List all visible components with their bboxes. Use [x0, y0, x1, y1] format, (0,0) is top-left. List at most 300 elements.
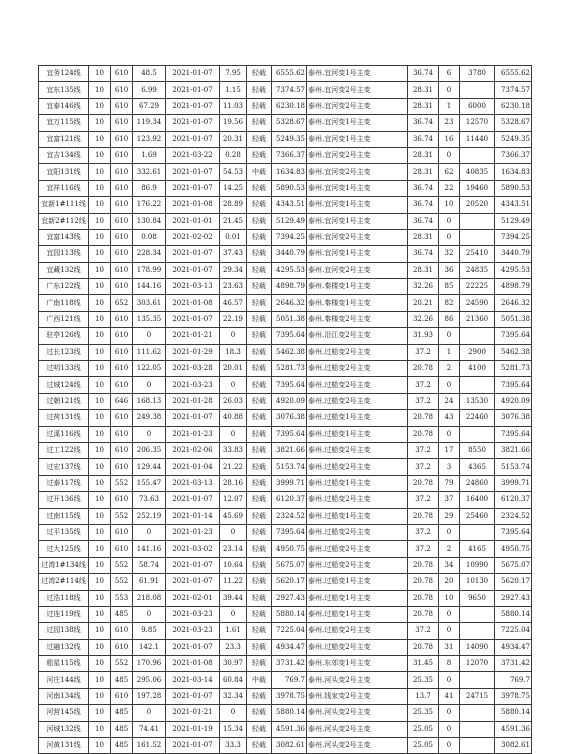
transformer-load-cell: 20.21 — [408, 295, 439, 311]
transformer-cell: 泰州.过船变2号主变 — [307, 361, 408, 377]
date-cell: 2021-01-14 — [166, 508, 220, 524]
max-current-cell: 135.35 — [133, 311, 166, 327]
table-row — [39, 66, 532, 82]
transformer-cell: 泰州.宜河变2号主变 — [307, 98, 408, 114]
table-row — [39, 639, 532, 655]
load-rate-cell: 0 — [220, 524, 247, 540]
line-name-cell: 过朝121线 — [39, 393, 89, 409]
spare-capacity-cell: 5129.49 — [272, 213, 307, 229]
voltage-cell: 10 — [89, 197, 111, 213]
transformer-load-cell: 37.2 — [408, 623, 439, 639]
capacity-cell: 12570 — [460, 115, 495, 131]
remaining-capacity-cell: 6555.62 — [495, 66, 532, 82]
spare-capacity-cell: 5249.35 — [272, 131, 307, 147]
transformer-load-cell: 32.26 — [408, 311, 439, 327]
transformer-cell: 泰州.过船变2号主变 — [307, 459, 408, 475]
capacity-cell: 14090 — [460, 639, 495, 655]
line-name-cell: 过城124线 — [39, 377, 89, 393]
line-name-cell: 宜东135线 — [39, 82, 89, 98]
spare-capacity-cell: 1634.83 — [272, 164, 307, 180]
table-row — [39, 410, 532, 426]
load-status-cell: 轻载 — [247, 688, 272, 704]
rated-current-cell: 552 — [111, 475, 133, 491]
table-row — [39, 147, 532, 163]
load-status-cell: 轻载 — [247, 393, 272, 409]
date-cell: 2021-02-01 — [166, 590, 220, 606]
voltage-cell: 10 — [89, 656, 111, 672]
load-status-cell: 轻载 — [247, 197, 272, 213]
voltage-cell: 10 — [89, 410, 111, 426]
table-row — [39, 180, 532, 196]
voltage-cell: 10 — [89, 590, 111, 606]
max-current-cell: 144.16 — [133, 279, 166, 295]
load-status-cell: 轻载 — [247, 590, 272, 606]
capacity-cell: 9650 — [460, 590, 495, 606]
transformer-cell: 泰州.过船变1号主变 — [307, 574, 408, 590]
max-current-cell: 123.92 — [133, 131, 166, 147]
transformer-cell: 泰州.过船变1号主变 — [307, 606, 408, 622]
user-count-cell: 62 — [439, 164, 460, 180]
table-row — [39, 492, 532, 508]
voltage-cell: 10 — [89, 344, 111, 360]
load-status-cell: 轻载 — [247, 410, 272, 426]
table-row — [39, 246, 532, 262]
max-current-cell: 130.84 — [133, 213, 166, 229]
transformer-cell: 泰州.宜河变2号主变 — [307, 82, 408, 98]
load-status-cell: 轻载 — [247, 82, 272, 98]
line-name-cell: 广西121线 — [39, 311, 89, 327]
line-name-cell: 过宏137线 — [39, 459, 89, 475]
load-status-cell: 轻载 — [247, 656, 272, 672]
load-status-cell: 轻载 — [247, 524, 272, 540]
transformer-load-cell: 25.35 — [408, 672, 439, 688]
voltage-cell: 10 — [89, 426, 111, 442]
transformer-load-cell: 28.31 — [408, 147, 439, 163]
transformer-cell: 泰州.宜河变1号主变 — [307, 66, 408, 82]
remaining-capacity-cell: 5051.38 — [495, 311, 532, 327]
voltage-cell: 10 — [89, 328, 111, 344]
line-name-cell: 宜园113线 — [39, 246, 89, 262]
rated-current-cell: 552 — [111, 508, 133, 524]
user-count-cell: 0 — [439, 426, 460, 442]
load-rate-cell: 0 — [220, 328, 247, 344]
line-name-cell: 宜新2#112线 — [39, 213, 89, 229]
table-row — [39, 295, 532, 311]
rated-current-cell: 652 — [111, 295, 133, 311]
date-cell: 2021-02-06 — [166, 442, 220, 458]
load-rate-cell: 33.3 — [220, 738, 247, 754]
transformer-cell: 泰州.秦楼变1号主变 — [307, 295, 408, 311]
line-name-cell: 过湾1#134线 — [39, 557, 89, 573]
line-name-cell: 过大125线 — [39, 541, 89, 557]
capacity-cell: 24715 — [460, 688, 495, 704]
user-count-cell: 29 — [439, 508, 460, 524]
table-row — [39, 475, 532, 491]
transformer-load-cell: 37.2 — [408, 393, 439, 409]
date-cell: 2021-01-07 — [166, 688, 220, 704]
capacity-cell — [460, 426, 495, 442]
date-cell: 2021-01-07 — [166, 66, 220, 82]
date-cell: 2021-01-01 — [166, 213, 220, 229]
load-status-cell: 轻载 — [247, 328, 272, 344]
date-cell: 2021-03-23 — [166, 606, 220, 622]
rated-current-cell: 610 — [111, 246, 133, 262]
load-status-cell: 轻载 — [247, 246, 272, 262]
user-count-cell: 0 — [439, 623, 460, 639]
load-status-cell: 轻载 — [247, 459, 272, 475]
table-row — [39, 541, 532, 557]
max-current-cell: 0 — [133, 328, 166, 344]
spare-capacity-cell: 2646.32 — [272, 295, 307, 311]
line-name-cell: 过明133线 — [39, 361, 89, 377]
transformer-load-cell: 28.31 — [408, 164, 439, 180]
remaining-capacity-cell: 3821.66 — [495, 442, 532, 458]
load-rate-cell: 46.57 — [220, 295, 247, 311]
date-cell: 2021-01-07 — [166, 131, 220, 147]
remaining-capacity-cell: 2646.32 — [495, 295, 532, 311]
voltage-cell: 10 — [89, 66, 111, 82]
transformer-load-cell: 25.05 — [408, 721, 439, 737]
transformer-load-cell: 36.74 — [408, 131, 439, 147]
line-name-cell: 河南134线 — [39, 688, 89, 704]
spare-capacity-cell: 2324.52 — [272, 508, 307, 524]
transformer-load-cell: 20.78 — [408, 361, 439, 377]
remaining-capacity-cell: 7395.64 — [495, 377, 532, 393]
table-row — [39, 672, 532, 688]
transformer-cell: 泰州.过船变2号主变 — [307, 442, 408, 458]
voltage-cell: 10 — [89, 98, 111, 114]
user-count-cell: 0 — [439, 213, 460, 229]
line-name-cell: 过湾2#114线 — [39, 574, 89, 590]
transformer-cell: 泰州.过船变2号主变 — [307, 623, 408, 639]
line-name-cell: 河营145线 — [39, 705, 89, 721]
date-cell: 2021-01-07 — [166, 164, 220, 180]
transformer-cell: 泰州.过船变1号主变 — [307, 590, 408, 606]
rated-current-cell: 485 — [111, 606, 133, 622]
load-status-cell: 轻载 — [247, 66, 272, 82]
load-rate-cell: 32.34 — [220, 688, 247, 704]
transformer-load-cell: 37.2 — [408, 459, 439, 475]
transformer-load-cell: 36.74 — [408, 180, 439, 196]
capacity-cell: 6000 — [460, 98, 495, 114]
transformer-cell: 泰州.过船变1号主变 — [307, 475, 408, 491]
remaining-capacity-cell: 5890.53 — [495, 180, 532, 196]
table-row — [39, 508, 532, 524]
spare-capacity-cell: 7395.64 — [272, 426, 307, 442]
capacity-cell: 10130 — [460, 574, 495, 590]
voltage-cell: 10 — [89, 557, 111, 573]
transformer-load-cell: 20.78 — [408, 574, 439, 590]
rated-current-cell: 610 — [111, 492, 133, 508]
max-current-cell: 48.5 — [133, 66, 166, 82]
spare-capacity-cell: 3731.42 — [272, 656, 307, 672]
table-row — [39, 459, 532, 475]
max-current-cell: 58.74 — [133, 557, 166, 573]
transformer-load-cell: 37.2 — [408, 492, 439, 508]
table-row — [39, 705, 532, 721]
user-count-cell: 16 — [439, 131, 460, 147]
rated-current-cell: 610 — [111, 328, 133, 344]
load-rate-cell: 26.03 — [220, 393, 247, 409]
max-current-cell: 67.29 — [133, 98, 166, 114]
table-row — [39, 721, 532, 737]
date-cell: 2021-01-07 — [166, 639, 220, 655]
spare-capacity-cell: 5620.17 — [272, 574, 307, 590]
capacity-cell — [460, 672, 495, 688]
remaining-capacity-cell: 3731.42 — [495, 656, 532, 672]
transformer-load-cell: 28.31 — [408, 98, 439, 114]
feeder-load-table — [38, 65, 532, 754]
capacity-cell — [460, 229, 495, 245]
load-rate-cell: 11.22 — [220, 574, 247, 590]
load-status-cell: 轻载 — [247, 344, 272, 360]
load-rate-cell: 0 — [220, 426, 247, 442]
user-count-cell: 31 — [439, 639, 460, 655]
user-count-cell: 0 — [439, 147, 460, 163]
load-rate-cell: 23.63 — [220, 279, 247, 295]
table-row — [39, 311, 532, 327]
load-rate-cell: 15.34 — [220, 721, 247, 737]
user-count-cell: 20 — [439, 574, 460, 590]
spare-capacity-cell: 5051.38 — [272, 311, 307, 327]
capacity-cell: 8550 — [460, 442, 495, 458]
spare-capacity-cell: 5281.73 — [272, 361, 307, 377]
transformer-cell: 泰州.过船变2号主变 — [307, 344, 408, 360]
date-cell: 2021-01-07 — [166, 738, 220, 754]
capacity-cell: 10990 — [460, 557, 495, 573]
line-name-cell: 过融132线 — [39, 639, 89, 655]
capacity-cell: 22460 — [460, 410, 495, 426]
voltage-cell: 10 — [89, 606, 111, 622]
transformer-cell: 泰州.河头变2号主变 — [307, 738, 408, 754]
line-name-cell: 广南118线 — [39, 295, 89, 311]
max-current-cell: 218.08 — [133, 590, 166, 606]
max-current-cell: 119.34 — [133, 115, 166, 131]
user-count-cell: 85 — [439, 279, 460, 295]
capacity-cell: 21360 — [460, 311, 495, 327]
spare-capacity-cell: 4950.75 — [272, 541, 307, 557]
transformer-load-cell: 32.26 — [408, 279, 439, 295]
rated-current-cell: 610 — [111, 524, 133, 540]
date-cell: 2021-01-07 — [166, 262, 220, 278]
voltage-cell: 10 — [89, 672, 111, 688]
load-status-cell: 轻载 — [247, 705, 272, 721]
load-status-cell: 轻载 — [247, 557, 272, 573]
max-current-cell: 61.91 — [133, 574, 166, 590]
line-name-cell: 广东122线 — [39, 279, 89, 295]
transformer-cell: 泰州.过船变2号主变 — [307, 393, 408, 409]
load-rate-cell: 12.07 — [220, 492, 247, 508]
voltage-cell: 10 — [89, 738, 111, 754]
transformer-cell: 泰州.沿江变2号主变 — [307, 328, 408, 344]
load-rate-cell: 11.03 — [220, 98, 247, 114]
voltage-cell: 10 — [89, 361, 111, 377]
voltage-cell: 10 — [89, 442, 111, 458]
max-current-cell: 206.35 — [133, 442, 166, 458]
load-status-cell: 轻载 — [247, 147, 272, 163]
max-current-cell: 122.05 — [133, 361, 166, 377]
load-rate-cell: 14.25 — [220, 180, 247, 196]
capacity-cell: 3780 — [460, 66, 495, 82]
spare-capacity-cell: 7395.64 — [272, 328, 307, 344]
load-rate-cell: 1.15 — [220, 82, 247, 98]
line-name-cell: 河城132线 — [39, 721, 89, 737]
load-status-cell: 轻载 — [247, 311, 272, 327]
table-row — [39, 262, 532, 278]
table-row — [39, 524, 532, 540]
spare-capacity-cell: 3440.79 — [272, 246, 307, 262]
transformer-load-cell: 28.31 — [408, 262, 439, 278]
max-current-cell: 0 — [133, 426, 166, 442]
transformer-cell: 泰州.过船变1号主变 — [307, 508, 408, 524]
voltage-cell: 10 — [89, 229, 111, 245]
line-name-cell: 过园138线 — [39, 623, 89, 639]
user-count-cell: 1 — [439, 98, 460, 114]
remaining-capacity-cell: 5328.67 — [495, 115, 532, 131]
max-current-cell: 1.69 — [133, 147, 166, 163]
capacity-cell: 2900 — [460, 344, 495, 360]
table-row — [39, 688, 532, 704]
rated-current-cell: 610 — [111, 131, 133, 147]
line-name-cell: 过浩118线 — [39, 590, 89, 606]
remaining-capacity-cell: 2927.43 — [495, 590, 532, 606]
transformer-load-cell: 36.74 — [408, 246, 439, 262]
user-count-cell: 22 — [439, 180, 460, 196]
remaining-capacity-cell: 769.7 — [495, 672, 532, 688]
voltage-cell: 10 — [89, 262, 111, 278]
spare-capacity-cell: 2927.43 — [272, 590, 307, 606]
table-row — [39, 328, 532, 344]
voltage-cell: 10 — [89, 246, 111, 262]
spare-capacity-cell: 4934.47 — [272, 639, 307, 655]
remaining-capacity-cell: 2324.52 — [495, 508, 532, 524]
transformer-load-cell: 20.78 — [408, 639, 439, 655]
load-rate-cell: 29.34 — [220, 262, 247, 278]
date-cell: 2021-01-08 — [166, 295, 220, 311]
remaining-capacity-cell: 4920.09 — [495, 393, 532, 409]
line-name-cell: 过连119线 — [39, 606, 89, 622]
transformer-cell: 泰州.宜河变1号主变 — [307, 115, 408, 131]
spare-capacity-cell: 6230.18 — [272, 98, 307, 114]
load-status-cell: 轻载 — [247, 262, 272, 278]
rated-current-cell: 610 — [111, 442, 133, 458]
spare-capacity-cell: 4920.09 — [272, 393, 307, 409]
rated-current-cell: 610 — [111, 262, 133, 278]
user-count-cell: 0 — [439, 721, 460, 737]
table-row — [39, 279, 532, 295]
load-status-cell: 轻载 — [247, 180, 272, 196]
max-current-cell: 332.61 — [133, 164, 166, 180]
line-name-cell: 过泰117线 — [39, 475, 89, 491]
voltage-cell: 10 — [89, 639, 111, 655]
capacity-cell: 4365 — [460, 459, 495, 475]
line-name-cell: 宜富121线 — [39, 131, 89, 147]
capacity-cell: 40835 — [460, 164, 495, 180]
max-current-cell: 0 — [133, 524, 166, 540]
voltage-cell: 10 — [89, 393, 111, 409]
transformer-load-cell: 20.78 — [408, 606, 439, 622]
transformer-cell: 泰州.宜河变1号主变 — [307, 197, 408, 213]
load-status-cell: 轻载 — [247, 377, 272, 393]
line-name-cell: 宜祥116线 — [39, 180, 89, 196]
user-count-cell: 43 — [439, 410, 460, 426]
capacity-cell: 25410 — [460, 246, 495, 262]
spare-capacity-cell: 4898.79 — [272, 279, 307, 295]
spare-capacity-cell: 7225.04 — [272, 623, 307, 639]
max-current-cell: 161.52 — [133, 738, 166, 754]
remaining-capacity-cell: 7394.25 — [495, 229, 532, 245]
date-cell: 2021-01-23 — [166, 524, 220, 540]
line-name-cell: 河庄144线 — [39, 672, 89, 688]
max-current-cell: 170.96 — [133, 656, 166, 672]
transformer-load-cell: 20.78 — [408, 557, 439, 573]
date-cell: 2021-01-07 — [166, 98, 220, 114]
transformer-load-cell: 25.35 — [408, 705, 439, 721]
user-count-cell: 1 — [439, 344, 460, 360]
spare-capacity-cell: 4591.36 — [272, 721, 307, 737]
spare-capacity-cell: 5328.67 — [272, 115, 307, 131]
user-count-cell: 0 — [439, 524, 460, 540]
date-cell: 2021-03-13 — [166, 279, 220, 295]
load-status-cell: 轻载 — [247, 98, 272, 114]
transformer-cell: 泰州.过船变2号主变 — [307, 541, 408, 557]
max-current-cell: 74.41 — [133, 721, 166, 737]
max-current-cell: 252.19 — [133, 508, 166, 524]
user-count-cell: 0 — [439, 328, 460, 344]
line-name-cell: 过平135线 — [39, 524, 89, 540]
transformer-load-cell: 31.93 — [408, 328, 439, 344]
remaining-capacity-cell: 6120.37 — [495, 492, 532, 508]
table-row — [39, 131, 532, 147]
user-count-cell: 0 — [439, 377, 460, 393]
remaining-capacity-cell: 5880.14 — [495, 606, 532, 622]
date-cell: 2021-01-07 — [166, 574, 220, 590]
rated-current-cell: 610 — [111, 623, 133, 639]
remaining-capacity-cell: 5675.07 — [495, 557, 532, 573]
remaining-capacity-cell: 7395.64 — [495, 426, 532, 442]
user-count-cell: 17 — [439, 442, 460, 458]
spare-capacity-cell: 3076.38 — [272, 410, 307, 426]
table-row — [39, 377, 532, 393]
voltage-cell: 10 — [89, 541, 111, 557]
date-cell: 2021-01-28 — [166, 393, 220, 409]
line-name-cell: 过工122线 — [39, 442, 89, 458]
load-rate-cell: 0 — [220, 606, 247, 622]
date-cell: 2021-01-07 — [166, 82, 220, 98]
spare-capacity-cell: 4295.53 — [272, 262, 307, 278]
user-count-cell: 3 — [439, 459, 460, 475]
line-name-cell: 过溪116线 — [39, 426, 89, 442]
load-rate-cell: 20.31 — [220, 131, 247, 147]
spare-capacity-cell: 5675.07 — [272, 557, 307, 573]
rated-current-cell: 485 — [111, 738, 133, 754]
load-status-cell: 轻载 — [247, 295, 272, 311]
transformer-load-cell: 36.74 — [408, 115, 439, 131]
user-count-cell: 0 — [439, 672, 460, 688]
table-row — [39, 557, 532, 573]
date-cell: 2021-01-08 — [166, 197, 220, 213]
max-current-cell: 155.47 — [133, 475, 166, 491]
table-row — [39, 393, 532, 409]
transformer-cell: 泰州.过船变1号主变 — [307, 426, 408, 442]
rated-current-cell: 610 — [111, 410, 133, 426]
capacity-cell: 4100 — [460, 361, 495, 377]
voltage-cell: 10 — [89, 164, 111, 180]
rated-current-cell: 610 — [111, 115, 133, 131]
load-status-cell: 轻载 — [247, 574, 272, 590]
table-row — [39, 590, 532, 606]
spare-capacity-cell: 3082.61 — [272, 738, 307, 754]
